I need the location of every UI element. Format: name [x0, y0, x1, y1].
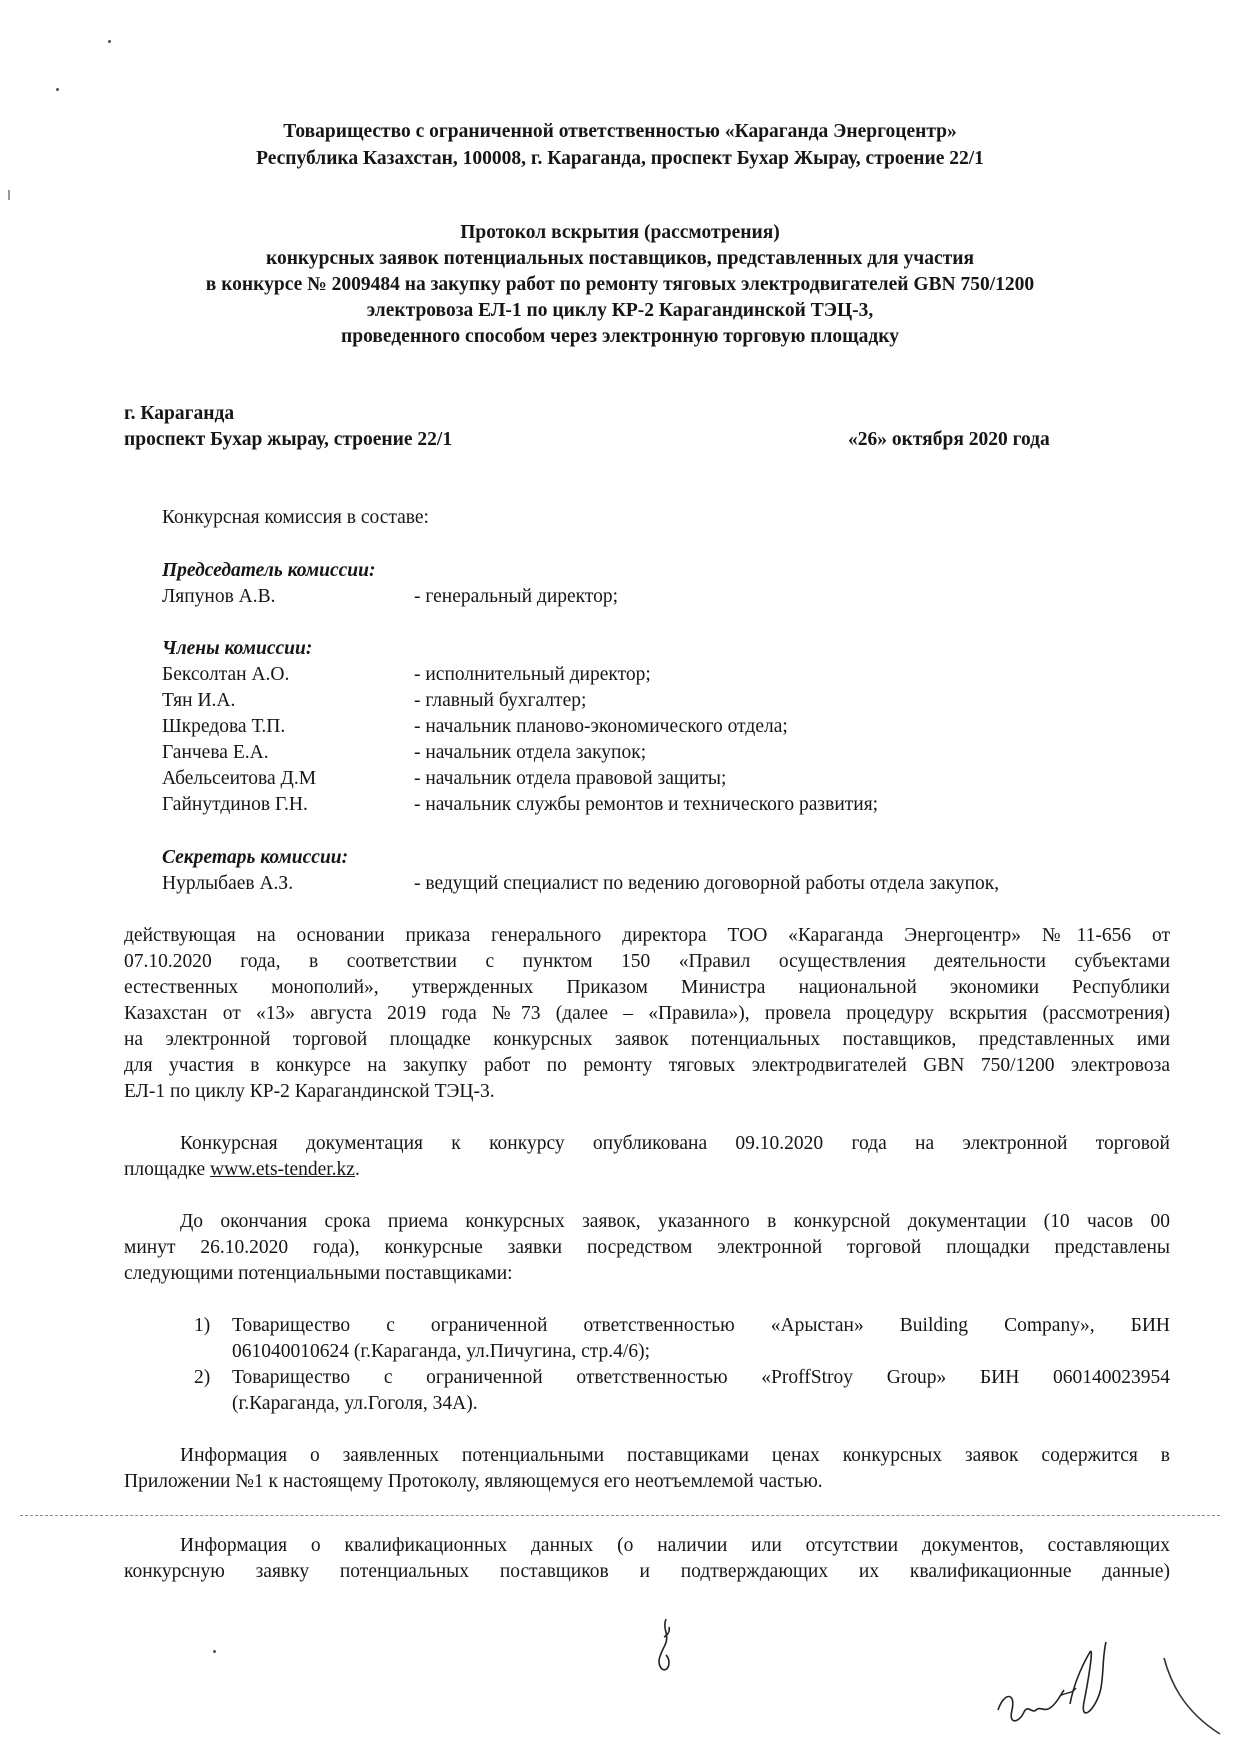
text-line: 061040010624 (г.Караганда, ул.Пичугина, стр.4/6);	[232, 1341, 650, 1362]
handwritten-stroke-icon	[1160, 1650, 1230, 1740]
document-date: «26» октября 2020 года	[848, 429, 1050, 450]
member-row	[162, 662, 1062, 688]
member-name: Ганчева Е.А.	[162, 742, 269, 763]
member-row	[162, 714, 1062, 740]
list-number: 1)	[194, 1315, 211, 1336]
paragraph-legal-basis	[124, 923, 1170, 1105]
text-line: Информация о заявленных потенциальными поставщиками ценах конкурсных заявок содержится в	[180, 1445, 1170, 1466]
member-position: - начальник планово-экономического отдела;	[414, 716, 788, 737]
members-title: Члены комиссии:	[162, 638, 313, 659]
member-position: - исполнительный директор;	[414, 664, 651, 685]
paragraph-submissions	[124, 1235, 1170, 1287]
commission-intro: Конкурсная комиссия в составе:	[162, 507, 429, 528]
member-row	[162, 688, 1062, 714]
text-line: 07.10.2020 года, в соответствии с пунктом 150 «Правил осуществления деятельности субъектами	[124, 951, 1170, 972]
text-line: Конкурсная документация к конкурсу опубликована 09.10.2020 года на электронной торговой	[180, 1133, 1170, 1154]
secretary-row	[162, 871, 1062, 897]
text-line: До окончания срока приема конкурсных заявок, указанного в конкурсной документации (10 часов 00	[180, 1211, 1170, 1232]
secretary-title: Секретарь комиссии:	[162, 847, 349, 868]
address: проспект Бухар жырау, строение 22/1	[124, 429, 453, 450]
chair-title: Председатель комиссии:	[162, 560, 376, 581]
text-line: действующая на основании приказа генерального директора ТОО «Караганда Энергоцентр» №11-656 от	[124, 925, 1170, 946]
chair-row	[162, 584, 1062, 610]
text-line: Товарищество с ограниченной ответственностью «Арыстан» Building Company», БИН	[232, 1315, 1170, 1336]
member-row	[162, 740, 1062, 766]
title-line: в конкурсе № 2009484 на закупку работ по ремонту тяговых электродвигателей GBN 750/1200	[205, 274, 1035, 295]
protocol-title	[0, 220, 1240, 350]
publication-line	[124, 1157, 360, 1183]
title-line: проведенного способом через электронную торговую площадку	[341, 326, 899, 347]
ets-tender-link[interactable]: www.ets-tender.kz	[210, 1159, 355, 1180]
title-line: Протокол вскрытия (рассмотрения)	[460, 222, 780, 243]
handwritten-initial-icon	[650, 1615, 680, 1675]
member-position: - генеральный директор;	[414, 586, 619, 607]
scan-fold-line	[20, 1515, 1220, 1516]
text-line: естественных монополий», утвержденных Приказом Министра национальной экономики Республики	[124, 977, 1170, 998]
scan-speck	[8, 190, 10, 200]
place-block	[124, 401, 452, 453]
member-position: - ведущий специалист по ведению договорной работы отдела закупок,	[414, 873, 1000, 894]
member-name: Нурлыбаев А.З.	[162, 873, 294, 894]
text-fragment: площадке	[124, 1159, 211, 1180]
member-name: Абельсеитова Д.М	[162, 768, 317, 789]
text-line: Товарищество с ограниченной ответственностью «ProffStroy Group» БИН 060140023954	[232, 1367, 1170, 1388]
text-line: Приложении №1 к настоящему Протоколу, являющемуся его неотъемлемой частью.	[124, 1471, 823, 1492]
org-name: Товарищество с ограниченной ответственностью «Караганда Энергоцентр»	[283, 121, 957, 142]
text-line: для участия в конкурсе на закупку работ по ремонту тяговых электродвигателей GBN 750/1200 электровоза	[124, 1055, 1170, 1076]
member-name: Бексолтан А.О.	[162, 664, 290, 685]
member-position: - начальник отдела правовой защиты;	[414, 768, 727, 789]
member-position: - главный бухгалтер;	[414, 690, 587, 711]
member-row	[162, 792, 1062, 818]
city: г. Караганда	[124, 403, 235, 424]
org-address: Республика Казахстан, 100008, г. Караганда, проспект Бухар Жырау, строение 22/1	[256, 148, 984, 169]
handwritten-signature-icon	[990, 1622, 1130, 1742]
member-name: Ляпунов А.В.	[162, 586, 276, 607]
scan-speck	[108, 40, 111, 43]
text-line: Казахстан от «13» августа 2019 года №73 (далее – «Правила»), провела процедуру вскрытия (рассмотрения)	[124, 1003, 1170, 1024]
scan-speck	[213, 1650, 216, 1653]
text-fragment: .	[354, 1159, 360, 1180]
text-line: конкурсную заявку потенциальных поставщиков и подтверждающих их квалификационные данные)	[124, 1561, 1170, 1582]
member-position: - начальник службы ремонтов и технического развития;	[414, 794, 879, 815]
member-name: Гайнутдинов Г.Н.	[162, 794, 308, 815]
member-name: Шкредова Т.П.	[162, 716, 286, 737]
organization-header	[0, 118, 1240, 172]
list-number: 2)	[194, 1367, 211, 1388]
text-line: (г.Караганда, ул.Гоголя, 34А).	[232, 1393, 478, 1414]
member-position: - начальник отдела закупок;	[414, 742, 647, 763]
title-line: электровоза ЕЛ-1 по циклу КР-2 Карагандинской ТЭЦ-3,	[366, 300, 874, 321]
scan-speck	[56, 88, 59, 91]
member-row	[162, 766, 1062, 792]
title-line: конкурсных заявок потенциальных поставщиков, представленных для участия	[265, 248, 975, 269]
text-line: минут 26.10.2020 года), конкурсные заявки посредством электронной торговой площадки представлены	[124, 1237, 1170, 1258]
text-line: ЕЛ-1 по циклу КР-2 Карагандинской ТЭЦ-3.	[124, 1081, 495, 1102]
member-name: Тян И.А.	[162, 690, 236, 711]
text-line: на электронной торговой площадке конкурсных заявок потенциальных поставщиков, представленных ими	[124, 1029, 1170, 1050]
text-line: следующими потенциальными поставщиками:	[124, 1263, 513, 1284]
text-line: Информация о квалификационных данных (о наличии или отсутствии документов, составляющих	[180, 1535, 1170, 1556]
